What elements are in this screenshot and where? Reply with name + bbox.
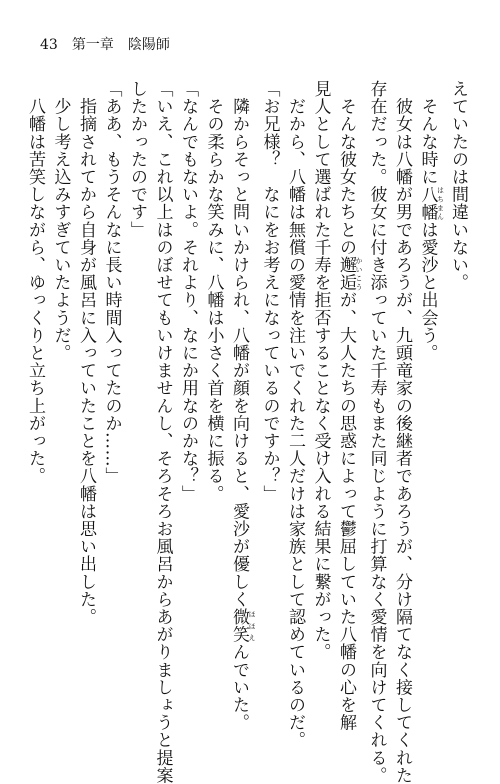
text-line: したかったのです」	[127, 80, 147, 239]
text-line: 見人として選ばれた千寿を拒否することなく受け入れる結果に繋がった。	[310, 80, 331, 661]
ruby-annotation: 邂逅 かいこう	[336, 256, 363, 292]
text-line: 「いえ、これ以上はのぼせてもいけませんし、そろそろお風呂からあがりましょうと提案	[152, 80, 173, 784]
ruby-annotation: 微笑 ほほえ	[229, 608, 256, 644]
text-line: 少し考え込みすぎていたようだ。	[50, 80, 71, 362]
text-line: だから、八幡は無償の愛情を注いでくれた二人だけは家族として認めているのだ。	[285, 80, 305, 749]
text-line: そんな彼女たちとの邂逅 かいこうが、大人たちの思惑によって鬱屈していた八幡の心を解	[336, 80, 363, 732]
text-line: 存在だった。彼女に付き添っていた千寿もまた同じように打算なく愛情を向けてくれる。	[366, 80, 387, 784]
text-line: えていたのは間違いない。	[448, 80, 468, 292]
text-line: 隣からそっと問いかけられ、八幡が顔を向けると、愛沙が優しく微笑 ほほえんでいた。	[229, 80, 256, 732]
text-line: 「なんでもないよ。それより、なにか用なのかな？」	[178, 80, 198, 503]
text-line: 「お兄様？ なにをお考えになっているのですか？」	[259, 80, 280, 503]
text-line: 指摘されてから自身が風呂に入っていたことを八幡は思い出した。	[76, 80, 96, 626]
vertical-body-text	[25, 80, 470, 784]
ruby-annotation: 八幡 はちまん	[417, 185, 445, 221]
text-line: その柔らかな笑みに、八幡は小さく首を横に振る。	[203, 80, 224, 503]
text-line: 八幡は苦笑しながら、ゆっくりと立ち上がった。	[25, 80, 45, 485]
chapter-label: 第一章	[71, 37, 114, 53]
chapter-title: 陰陽師	[127, 37, 170, 53]
page-number: 43	[40, 37, 58, 53]
text-line: そんな時に八幡 はちまんは愛沙と出会う。	[417, 80, 445, 362]
text-line: 「ああ、もうそんなに長い時間入ってたのか……」	[101, 80, 122, 485]
running-header	[40, 35, 170, 55]
text-line: 彼女は八幡が男であろうが、九頭竜家の後継者であろうが、分け隔てなく接してくれた	[392, 80, 412, 784]
